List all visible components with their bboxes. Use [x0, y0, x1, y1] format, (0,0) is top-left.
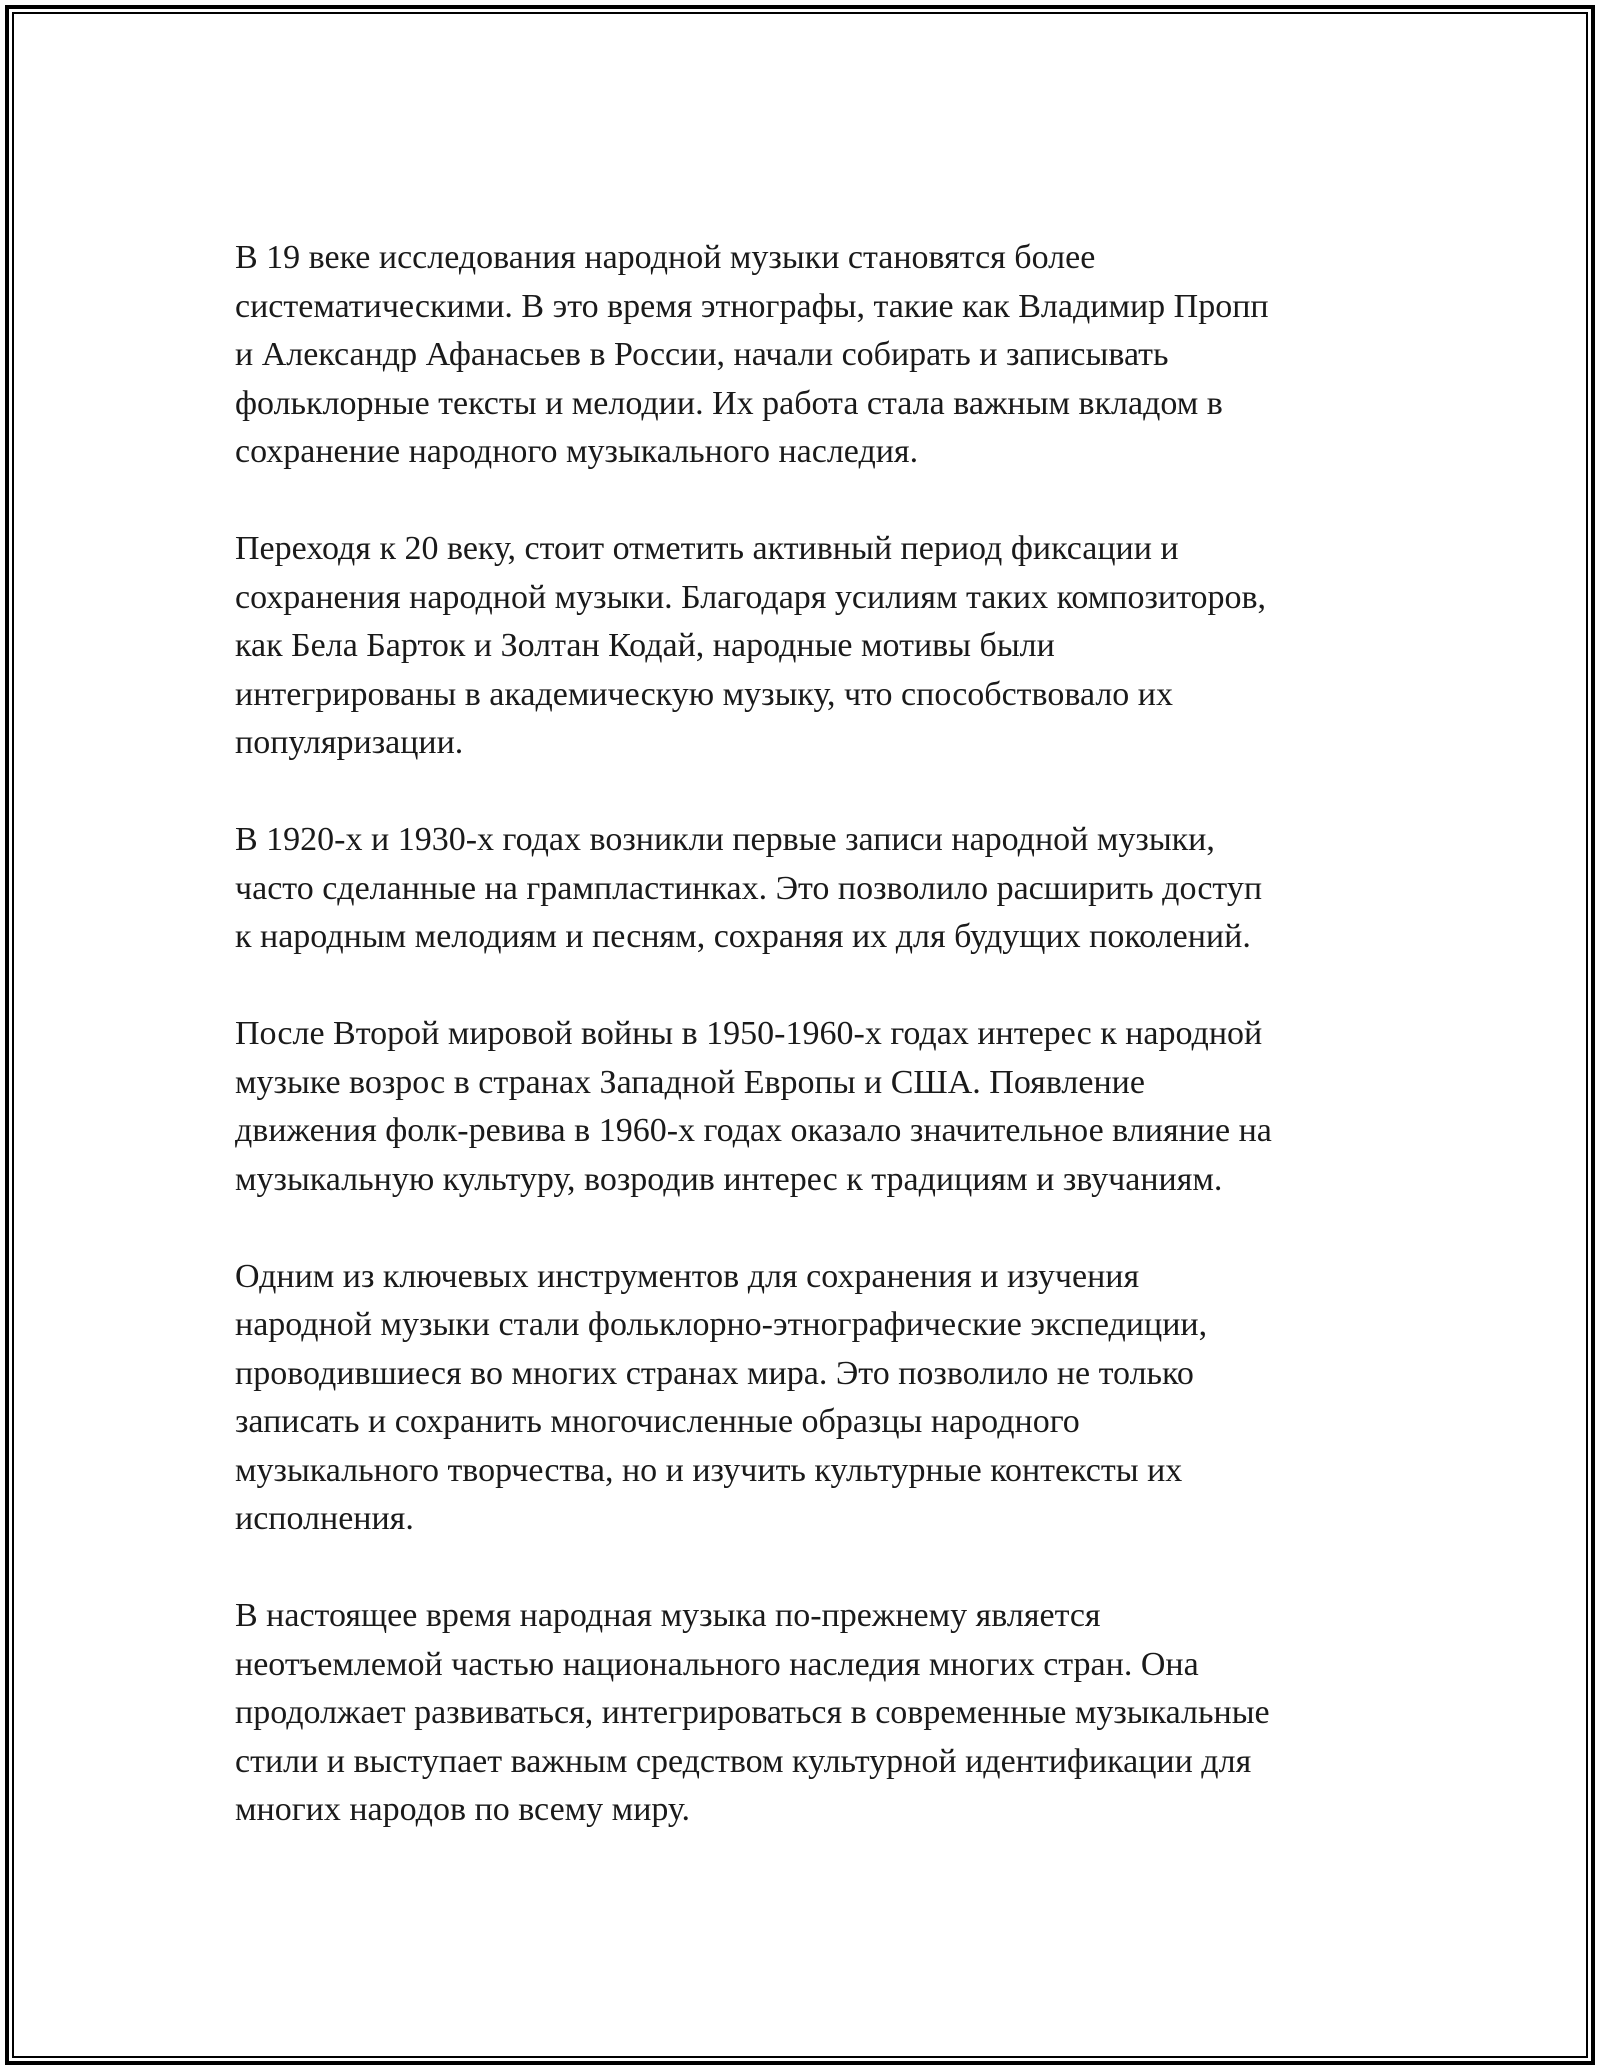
paragraph-5: Одним из ключевых инструментов для сохранения и изучения народной музыки стали фольклорно-этнографические экспедиции, проводившиеся во многих странах мира. Это позволило не только записать и сохранить многочисленные образцы народного музыкального творчества, но и изучить культурные контексты их исполнения.: [235, 1257, 1208, 1537]
paragraph-6: В настоящее время народная музыка по-прежнему является неотъемлемой частью национального наследия многих стран. Она продолжает развиваться, интегрироваться в современные музыкальные стили и выступает важным средством культурной идентификации для многих народов по всему миру.: [235, 1597, 1270, 1828]
paragraph-4: После Второй мировой войны в 1950-1960-х годах интерес к народной музыке возрос в странах Западной Европы и США. Появление движения фолк-ревива в 1960-х годах оказало значительное влияние на музыкальную культуру, возродив интерес к традициям и звучаниям.: [235, 1015, 1272, 1198]
paragraph-3: В 1920-х и 1930-х годах возникли первые записи народной музыки, часто сделанные на грампластинках. Это позволило расширить доступ к народным мелодиям и песням, сохраняя их для будущих поколений.: [235, 821, 1263, 955]
paragraph-2: Переходя к 20 веку, стоит отметить активный период фиксации и сохранения народной музыки. Благодаря усилиям таких композиторов, как Бела Барток и Золтан Кодай, народные мотивы были интегрированы в академическую музыку, что способствовало их популяризации.: [235, 530, 1267, 761]
document-body: [235, 234, 1395, 1883]
paragraph-1: В 19 веке исследования народной музыки становятся более систематическими. В это время этнографы, такие как Владимир Пропп и Александр Афанасьев в России, начали собирать и записывать фольклорные тексты и мелодии. Их работа стала важным вкладом в сохранение народного музыкального наследия.: [235, 239, 1269, 470]
